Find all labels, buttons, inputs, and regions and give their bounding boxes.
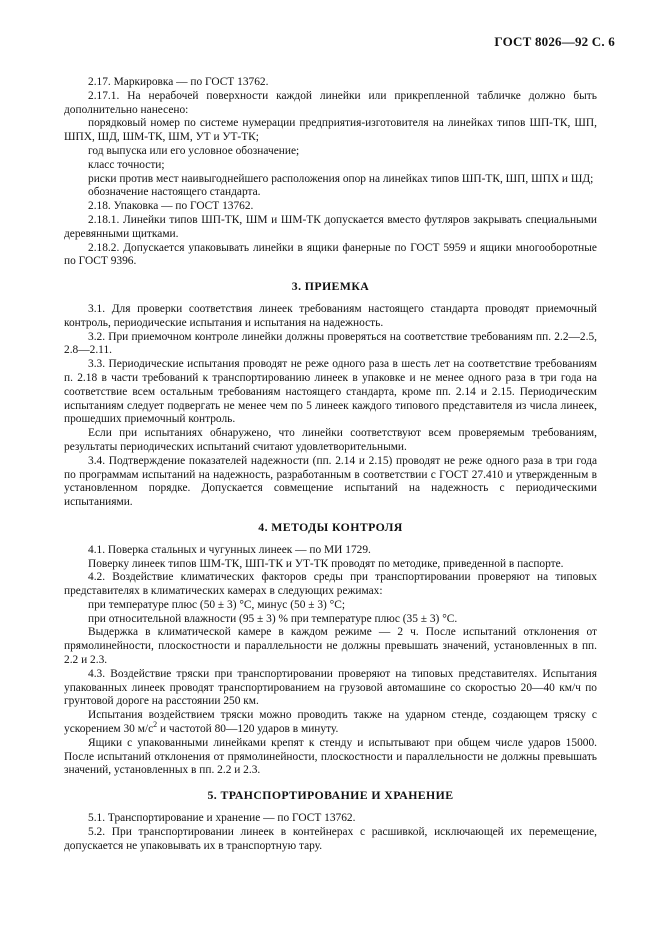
paragraph: 3.1. Для проверки соответствия линеек требованиям настоящего стандарта проводят приемочный контроль, периодические испытания и испытания на надежность. [64, 302, 597, 329]
paragraph: Если при испытаниях обнаружено, что линейки соответствуют всем проверяемым требованиям, результаты периодических испытаний считают удовлетворительными. [64, 427, 597, 453]
paragraph: порядковый номер по системе нумерации предприятия-изготовителя на линейках типов ШП-ТК, ШП, ШПХ, ШД, ШМ-ТК, ШМ, УТ и УТ-ТК; [64, 117, 597, 144]
paragraph: Выдержка в климатической камере в каждом режиме — 2 ч. После испытаний отклонения от прямолинейности, плоскостности и параллельности не должны превышать значений, установленных в пп. 2.2 и 2.3. [64, 626, 597, 667]
paragraph: 4.3. Воздействие тряски при транспортировании проверяют на типовых представителях. Испытания упакованных линеек проводят транспортированием на грузовой автомашине со скоростью 20—40 км/ч по грунтовой дороге на расстоянии 250 км. [64, 667, 597, 708]
section-2-continuation [64, 76, 597, 269]
paragraph: 5.2. При транспортировании линеек в контейнерах с расшивкой, исключающей их перемещение, допускается не упаковывать их в транспортную тару. [64, 825, 597, 852]
paragraph: 2.18. Упаковка — по ГОСТ 13762. [88, 200, 254, 213]
paragraph: 2.17. Маркировка — по ГОСТ 13762. [88, 76, 269, 88]
paragraph: 4.2. Воздействие климатических факторов среды при транспортировании проверяют на типовых представителях в климатических камерах в следующих режимах: [64, 571, 597, 598]
paragraph: Поверку линеек типов ШМ-ТК, ШП-ТК и УТ-ТК проводят по методике, приведенной в паспорте. [88, 557, 564, 570]
section-3-heading: 3. ПРИЕМКА [291, 279, 370, 294]
paragraph: 3.4. Подтверждение показателей надежности (пп. 2.14 и 2.15) проводят не реже одного раза в три года по программам испытаний на надежность, разработанным в соответствии с ГОСТ 27.410 и утвержденным в установленном порядке. Допускается совмещение испытаний на надежность с периодическими испытаниями. [64, 454, 597, 509]
section-4 [64, 544, 597, 779]
paragraph: при относительной влажности (95 ± 3) % при температуре плюс (35 ± 3) °С. [88, 612, 458, 625]
section-5-heading: 5. ТРАНСПОРТИРОВАНИЕ И ХРАНЕНИЕ [207, 788, 454, 803]
paragraph: 2.17.1. На нерабочей поверхности каждой линейки или прикрепленной табличке должно быть дополнительно нанесено: [64, 89, 597, 116]
paragraph [64, 709, 597, 737]
paragraph: 4.1. Поверка стальных и чугунных линеек — по МИ 1729. [88, 543, 371, 556]
section-3 [64, 303, 597, 510]
paragraph: риски против мест наивыгоднейшего расположения опор на линейках типов ШП-ТК, ШП, ШПХ и ШД; [88, 172, 594, 185]
superscript: 2 [153, 720, 158, 730]
shock-text: Испытания воздействием тряски можно проводить также на ударном стенде, создающем тряску с ускорением 30 м/с [64, 709, 597, 736]
paragraph: 2.18.1. Линейки типов ШП-ТК, ШМ и ШМ-ТК допускается вместо футляров закрывать специальными деревянными щитками. [64, 213, 597, 240]
paragraph: год выпуска или его условное обозначение; [88, 144, 300, 157]
paragraph: 3.2. При приемочном контроле линейки должны проверяться на соответствие требованиям пп. 2.2—2.5, 2.8—2.11. [64, 330, 597, 357]
shock-text-end: и частотой 80—120 ударов в минуту. [157, 723, 339, 736]
paragraph: 2.18.2. Допускается упаковывать линейки в ящики фанерные по ГОСТ 5959 и ящики многооборотные по ГОСТ 9396. [64, 241, 597, 268]
page-header: ГОСТ 8026—92 С. 6 [494, 34, 615, 49]
document-body [64, 76, 597, 853]
paragraph: обозначение настоящего стандарта. [88, 186, 261, 199]
paragraph: при температуре плюс (50 ± 3) °С, минус (50 ± 3) °С; [88, 598, 345, 611]
paragraph: класс точности; [88, 158, 165, 171]
paragraph: Ящики с упакованными линейками крепят к стенду и испытывают при общем числе ударов 15000. После испытаний отклонения от прямолинейности, плоскостности и параллельности не должны превышать значений, установленных в пп. 2.2 и 2.3. [64, 736, 597, 777]
paragraph: 3.3. Периодические испытания проводят не реже одного раза в шесть лет на соответствие требованиям п. 2.18 в части требований к транспортированию линеек в упаковке и не менее одного раза в три года на соответствие всем остальным требованиям настоящего стандарта, кроме пп. 2.14 и 2.15. Периодическим испытаниям следует подвергать не менее чем по 5 линеек каждого типового представителя из числа линеек, прошедших приемочный контроль. [64, 358, 597, 426]
section-5 [64, 812, 597, 853]
paragraph: 5.1. Транспортирование и хранение — по ГОСТ 13762. [88, 812, 356, 825]
section-4-heading: 4. МЕТОДЫ КОНТРОЛЯ [258, 519, 403, 534]
